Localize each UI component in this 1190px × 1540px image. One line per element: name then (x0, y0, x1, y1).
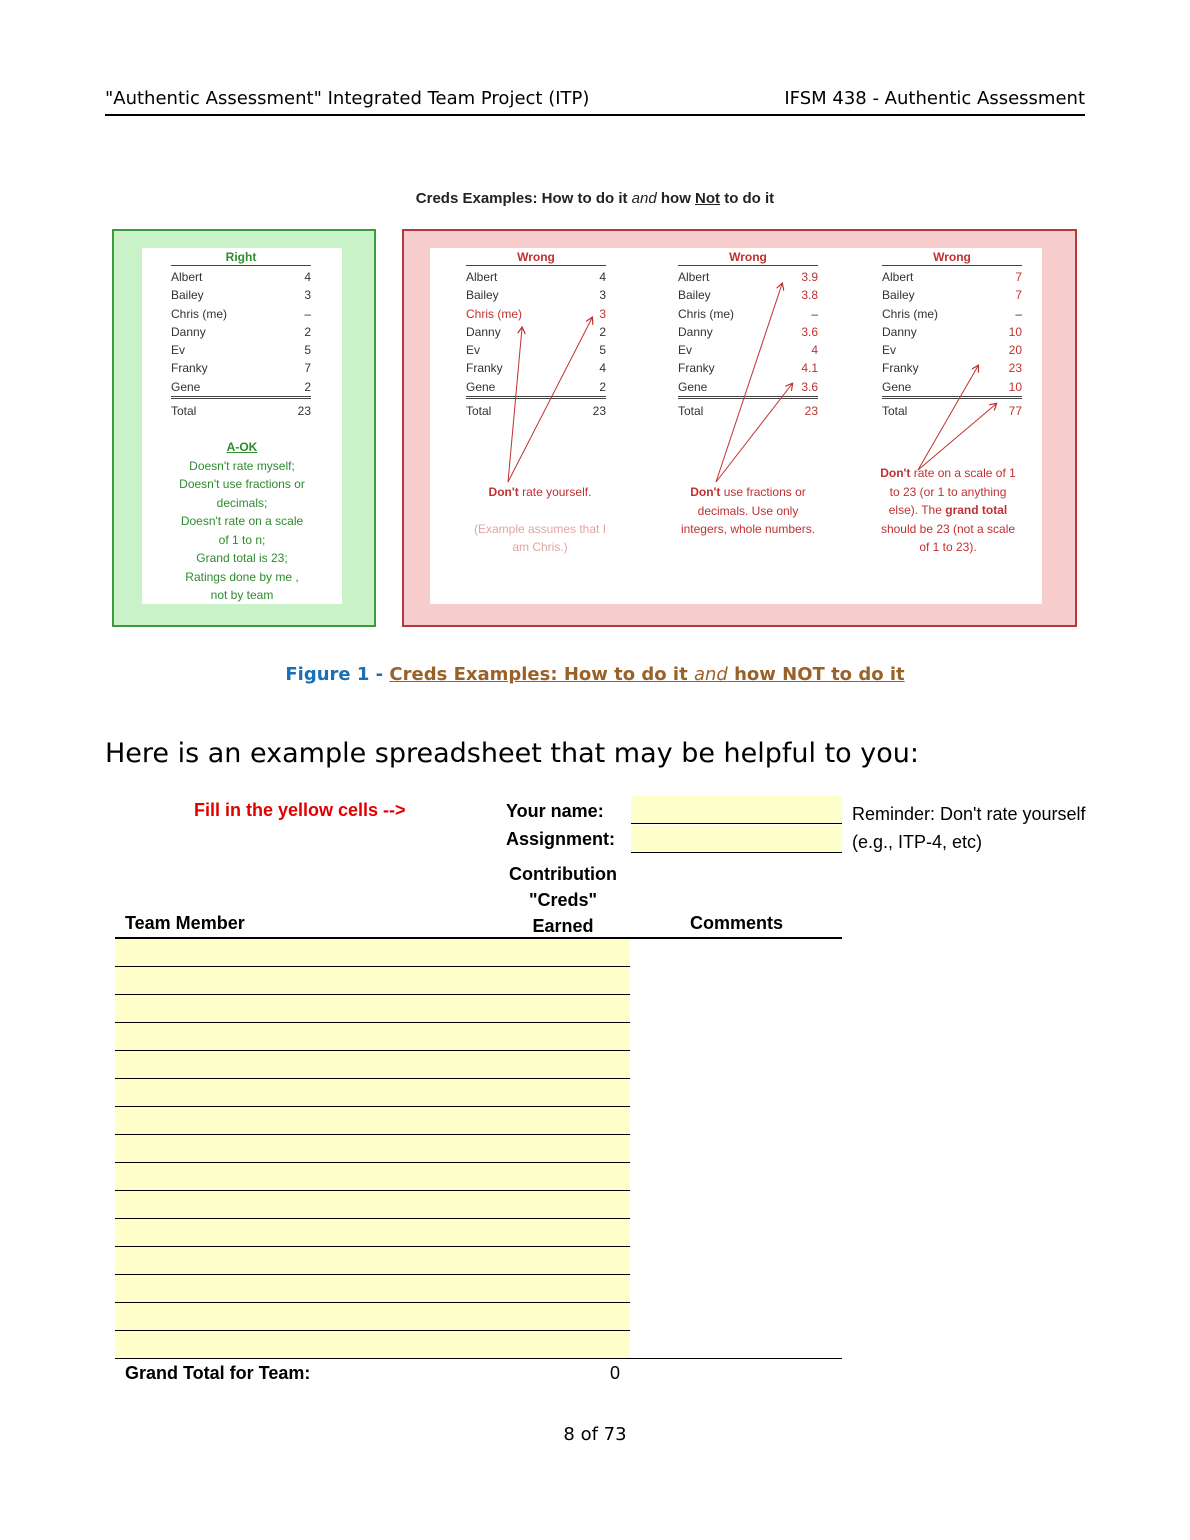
team-member-row[interactable] (115, 1163, 630, 1191)
table-total-row: Total 23 (171, 404, 311, 419)
wrong-table-heading: Wrong (882, 250, 1022, 266)
table-row: Franky 4 (466, 361, 606, 376)
figure-caption: Figure 1 - Creds Examples: How to do it and how NOT to do it (285, 664, 905, 685)
wrong-note-2: Don't use fractions or decimals. Use only integers, whole numbers. (680, 485, 816, 536)
team-member-row[interactable] (115, 1275, 630, 1303)
team-member-row[interactable] (115, 1247, 630, 1275)
table-row: Franky 4.1 (678, 361, 818, 376)
table-row: Albert 4 (466, 270, 606, 284)
wrong-note-1-aside: (Example assumes that I am Chris.) (473, 521, 607, 554)
table-row: Albert 3.9 (678, 270, 818, 284)
wrong-table-heading: Wrong (678, 250, 818, 266)
team-member-row[interactable] (115, 1135, 630, 1163)
wrong-note-3: Don't rate on a scale of 1 to 23 (or 1 to anything else). The grand total should be 23 (not a scale of 1 to 23). (880, 466, 1016, 554)
table-row: Bailey 7 (882, 288, 1022, 303)
table-total-row: Total 77 (882, 404, 1022, 419)
reminder-note: Reminder: Don't rate yourself (e.g., ITP-4, etc) (852, 804, 1086, 852)
table-row: Chris (me) – (678, 306, 818, 321)
assignment-label: Assignment: (506, 829, 616, 849)
table-row: Chris (me) – (882, 306, 1022, 321)
table-row: Ev 4 (678, 343, 818, 358)
table-row: Danny 3.6 (678, 324, 818, 339)
figure-caption-link[interactable]: Creds Examples: How to do it and how NOT to do it (389, 664, 905, 685)
table-row: Bailey 3 (171, 288, 311, 303)
page-number: 8 of 73 (563, 1424, 627, 1445)
table-row: Bailey 3 (466, 288, 606, 303)
table-row: Franky 7 (171, 361, 311, 376)
table-row: Gene 2 (171, 378, 311, 399)
arrow (918, 404, 996, 470)
grand-total-value: 0 (609, 1363, 620, 1383)
table-row: Danny 2 (466, 324, 606, 339)
pointer-arrows (430, 248, 1042, 604)
table-total-row: Total 23 (466, 404, 606, 419)
table-row: Gene 10 (882, 378, 1022, 399)
your-name-field[interactable] (631, 796, 842, 824)
table-row: Franky 23 (882, 361, 1022, 376)
table-row: Bailey 3.8 (678, 288, 818, 303)
table-row: Ev 5 (171, 343, 311, 358)
page-header-right: IFSM 438 - Authentic Assessment (784, 88, 1085, 109)
team-member-row[interactable] (115, 1051, 630, 1079)
table-row: Ev 20 (882, 343, 1022, 358)
intro-text: Here is an example spreadsheet that may be helpful to you: (105, 738, 919, 769)
table-row: Albert 7 (882, 270, 1022, 284)
table-row: Gene 2 (466, 378, 606, 399)
table-total-row: Total 23 (678, 404, 818, 419)
arrow (918, 366, 978, 470)
arrow (716, 284, 782, 482)
wrong-table-heading: Wrong (466, 250, 606, 266)
team-member-row[interactable] (115, 967, 630, 995)
team-member-row[interactable] (115, 1107, 630, 1135)
header-rule (105, 114, 1085, 116)
team-member-rows (115, 939, 630, 1358)
your-name-label: Your name: (506, 801, 604, 821)
right-table (171, 250, 311, 420)
table-row: Danny 10 (882, 324, 1022, 339)
column-header-comments: Comments (689, 913, 783, 933)
figure-title: Creds Examples: How to do it and how Not to do it (415, 190, 775, 207)
table-row: Gene 3.6 (678, 378, 818, 399)
table-row: Chris (me) – (171, 306, 311, 321)
table-row: Albert 4 (171, 270, 311, 284)
right-table-heading: Right (171, 250, 311, 266)
wrong-note-1: Don't rate yourself. (Example assumes that I am Chris.) (466, 483, 614, 557)
right-note-title: A-OK (226, 440, 258, 454)
assignment-field[interactable] (631, 825, 842, 853)
team-member-row[interactable] (115, 995, 630, 1023)
table-row: Ev 5 (466, 343, 606, 358)
column-header-creds: Contribution "Creds" Earned (509, 864, 617, 936)
fill-instruction: Fill in the yellow cells --> (194, 800, 406, 820)
table-row: Danny 2 (171, 324, 311, 339)
team-member-row[interactable] (115, 939, 630, 967)
team-member-row[interactable] (115, 1303, 630, 1331)
table-row: Chris (me) 3 (466, 306, 606, 321)
column-header-team-member: Team Member (125, 913, 245, 933)
right-note: A-OK Doesn't rate myself; Doesn't use fractions or decimals; Doesn't rate on a scale of 1 to n; Grand total is 23; Ratings done by me , not by team (160, 438, 324, 605)
team-member-row[interactable] (115, 1191, 630, 1219)
page-header-left: "Authentic Assessment" Integrated Team Project (ITP) (105, 88, 590, 109)
arrow (716, 384, 792, 482)
grand-total-label: Grand Total for Team: (125, 1363, 311, 1383)
team-member-row[interactable] (115, 1023, 630, 1051)
team-member-row[interactable] (115, 1079, 630, 1107)
team-member-row[interactable] (115, 1331, 630, 1358)
table-bottom-rule (115, 1358, 842, 1359)
team-member-row[interactable] (115, 1219, 630, 1247)
